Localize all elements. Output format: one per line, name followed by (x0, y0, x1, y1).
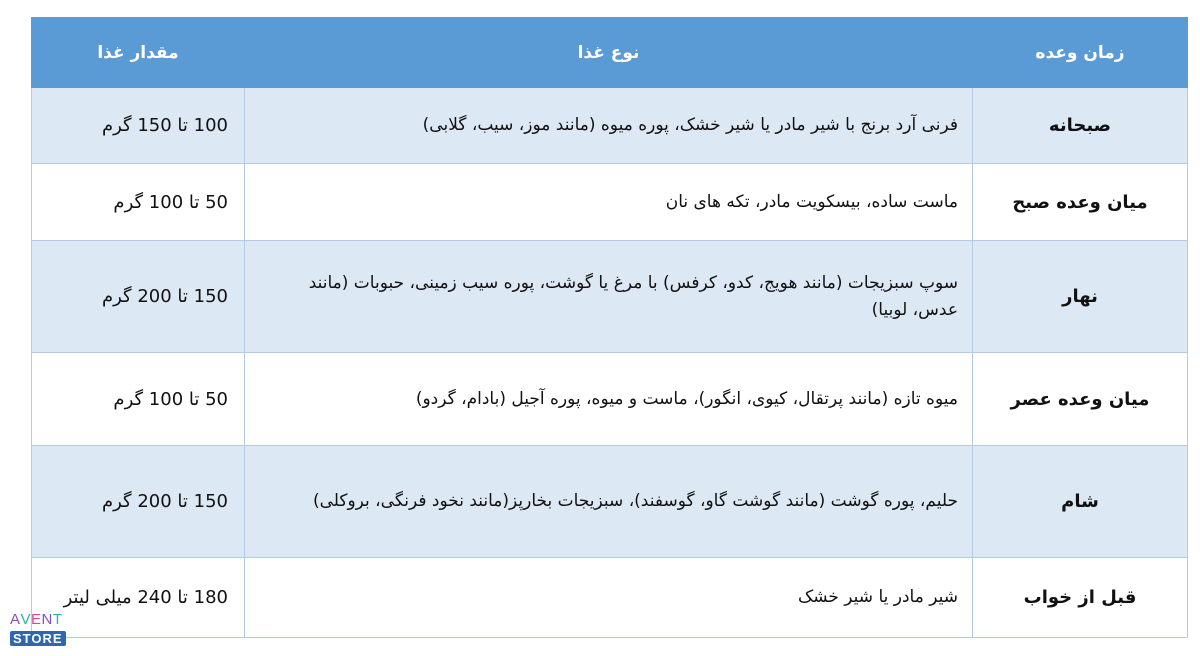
header-amount: مقدار غذا (32, 18, 245, 88)
food-type-cell: سوپ سبزیجات (مانند هویج، کدو، کرفس) با مرغ یا گوشت، پوره سیب زمینی، حبوبات (مانند عدس، لوبیا) (245, 241, 973, 353)
table-row (32, 88, 1188, 164)
meal-schedule-table (31, 17, 1188, 638)
logo-wordmark-avent (10, 612, 78, 628)
logo-wordmark-store: STORE (10, 631, 66, 646)
food-type-cell: حلیم، پوره گوشت (مانند گوشت گاو، گوسفند)، سبزیجات بخارپز(مانند نخود فرنگی، بروکلی) (245, 446, 973, 558)
table-row (32, 241, 1188, 353)
logo-letter: T (52, 611, 63, 628)
logo-letter: E (31, 611, 42, 628)
avent-store-logo (10, 612, 78, 648)
amount-cell: 180 تا 240 میلی لیتر (32, 558, 245, 638)
food-type-cell: ماست ساده، بیسکویت مادر، تکه های نان (245, 164, 973, 241)
meal-time-cell: میان وعده عصر (973, 353, 1188, 446)
meal-time-cell: صبحانه (973, 88, 1188, 164)
meal-time-cell: میان وعده صبح (973, 164, 1188, 241)
food-type-cell: شیر مادر یا شیر خشک (245, 558, 973, 638)
meal-time-cell: نهار (973, 241, 1188, 353)
header-meal-time: زمان وعده (973, 18, 1188, 88)
header-food-type: نوع غذا (245, 18, 973, 88)
logo-letter: A (10, 611, 21, 628)
meal-time-cell: شام (973, 446, 1188, 558)
food-type-cell: میوه تازه (مانند پرتقال، کیوی، انگور)، ماست و میوه، پوره آجیل (بادام، گردو) (245, 353, 973, 446)
logo-letter: N (41, 611, 53, 628)
table-row (32, 164, 1188, 241)
table-row (32, 446, 1188, 558)
amount-cell: 100 تا 150 گرم (32, 88, 245, 164)
table-row (32, 558, 1188, 638)
table-row (32, 353, 1188, 446)
amount-cell: 50 تا 100 گرم (32, 164, 245, 241)
amount-cell: 50 تا 100 گرم (32, 353, 245, 446)
table-header-row (32, 18, 1188, 88)
meal-time-cell: قبل از خواب (973, 558, 1188, 638)
logo-letter: V (20, 611, 32, 628)
amount-cell: 150 تا 200 گرم (32, 241, 245, 353)
amount-cell: 150 تا 200 گرم (32, 446, 245, 558)
food-type-cell: فرنی آرد برنج با شیر مادر یا شیر خشک، پوره میوه (مانند موز، سیب، گلابی) (245, 88, 973, 164)
